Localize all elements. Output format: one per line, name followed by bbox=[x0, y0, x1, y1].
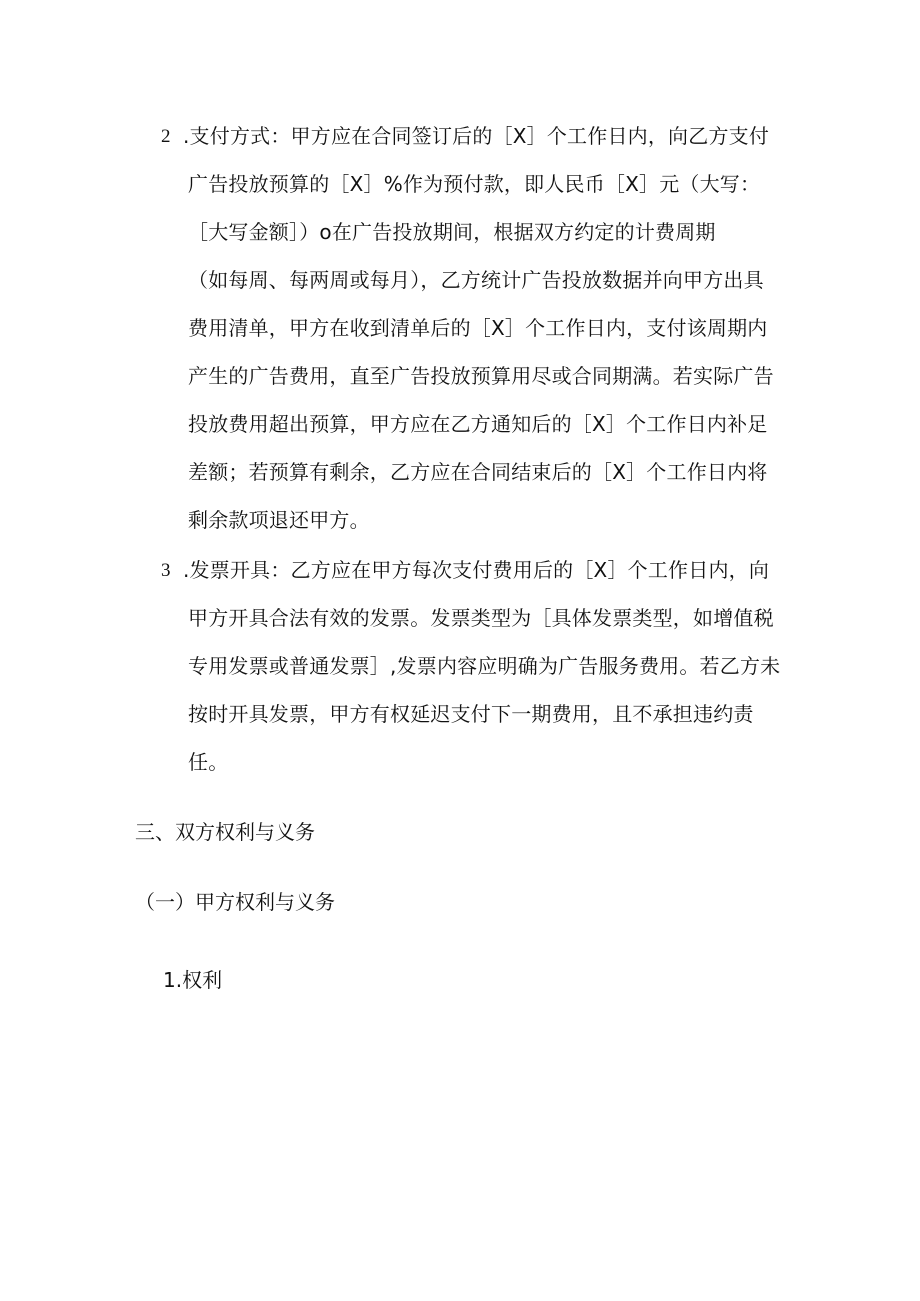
point-1-title: 1.权利 bbox=[163, 968, 223, 992]
item-3-number: 3 bbox=[161, 560, 171, 581]
item-2-line-4: （如每周、每两周或每月），乙方统计广告投放数据并向甲方出具 bbox=[188, 268, 764, 292]
item-3-line-5: 任。 bbox=[188, 750, 229, 774]
item-2-line-8: 差额；若预算有剩余，乙方应在合同结束后的［X］个工作日内将 bbox=[188, 460, 768, 484]
item-3-line-4: 按时开具发票，甲方有权延迟支付下一期费用，且不承担违约责 bbox=[188, 702, 754, 726]
item-2-line-9: 剩余款项退还甲方。 bbox=[188, 508, 370, 532]
item-2-line-2: 广告投放预算的［X］%作为预付款，即人民币［X］元（大写： bbox=[188, 172, 761, 196]
item-2-line-6: 产生的广告费用，直至广告投放预算用尽或合同期满。若实际广告 bbox=[188, 364, 774, 388]
item-3-line-3: 专用发票或普通发票］,发票内容应明确为广告服务费用。若乙方未 bbox=[188, 654, 781, 678]
item-3-line-1: .发票开具：乙方应在甲方每次支付费用后的［X］个工作日内，向 bbox=[183, 558, 770, 582]
item-2-line-5: 费用清单，甲方在收到清单后的［X］个工作日内，支付该周期内 bbox=[188, 316, 768, 340]
item-3-line-2: 甲方开具合法有效的发票。发票类型为［具体发票类型，如增值税 bbox=[188, 606, 774, 630]
item-2-line-7: 投放费用超出预算，甲方应在乙方通知后的［X］个工作日内补足 bbox=[188, 412, 768, 436]
subsection-1-title: （一）甲方权利与义务 bbox=[135, 890, 335, 914]
section-3-title: 三、双方权利与义务 bbox=[135, 820, 315, 844]
item-2-line-1: .支付方式：甲方应在合同签订后的［X］个工作日内，向乙方支付 bbox=[183, 124, 770, 148]
item-2-line-3: ［大写金额］）o在广告投放期间，根据双方约定的计费周期 bbox=[188, 220, 716, 244]
item-2-number: 2 bbox=[161, 126, 171, 147]
